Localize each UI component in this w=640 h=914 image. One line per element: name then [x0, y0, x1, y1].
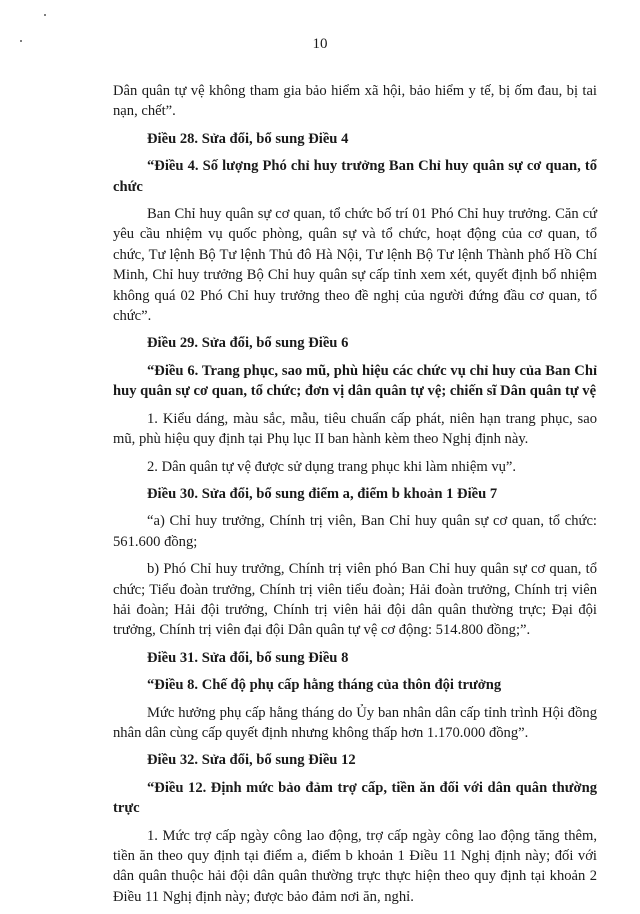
body-paragraph: b) Phó Chỉ huy trưởng, Chính trị viên phó Ban Chỉ huy quân sự cơ quan, tổ chức; Tiểu đoàn trưởng, Chính trị viên tiểu đoàn; Hải đoàn trưởng, Chính trị viên hải đoàn; Hải đội trưởng, Chính trị viên hải đội dân quân thường trực; Đại đội trưởng, Chính trị viên đại đội Dân quân tự vệ cơ động: 514.800 đồng;”.: [113, 561, 597, 639]
article-heading: Điều 31. Sửa đổi, bổ sung Điều 8: [147, 649, 349, 666]
body-paragraph: 1. Kiểu dáng, màu sắc, mẫu, tiêu chuẩn cấp phát, niên hạn trang phục, sao mũ, phù hiệu quy định tại Phụ lục II ban hành kèm theo Nghị định này.: [113, 410, 597, 448]
document-body: [113, 81, 597, 914]
article-heading: Điều 32. Sửa đổi, bổ sung Điều 12: [147, 752, 356, 769]
body-paragraph: Mức hưởng phụ cấp hằng tháng do Ủy ban nhân dân cấp tỉnh trình Hội đồng nhân dân cùng cấp quyết định nhưng không thấp hơn 1.170.000 đồng”.: [113, 704, 597, 741]
body-paragraph: “a) Chỉ huy trưởng, Chính trị viên, Ban Chỉ huy quân sự cơ quan, tổ chức: 561.600 đồng;: [113, 513, 597, 550]
article-heading: “Điều 6. Trang phục, sao mũ, phù hiệu các chức vụ chỉ huy của Ban Chỉ huy quân sự cơ quan, tổ chức; đơn vị dân quân tự vệ; chiến sĩ Dân quân tự vệ: [113, 362, 597, 400]
article-heading: “Điều 8. Chế độ phụ cấp hằng tháng của thôn đội trưởng: [147, 677, 502, 694]
article-heading: Điều 29. Sửa đổi, bổ sung Điều 6: [147, 335, 349, 352]
body-paragraph: 1. Mức trợ cấp ngày công lao động, trợ cấp ngày công lao động tăng thêm, tiền ăn theo quy định tại điểm a, điểm b khoản 1 Điều 11 Nghị định này; đối với dân quân thuộc hải đội dân quân thường trực thực hiện theo quy định tại khoản 2 Điều 11 Nghị định này; được bảo đảm nơi ăn, nghỉ.: [113, 827, 597, 905]
page-number: 10: [312, 36, 328, 52]
article-heading: Điều 30. Sửa đổi, bổ sung điểm a, điểm b khoản 1 Điều 7: [147, 485, 498, 502]
article-heading: “Điều 4. Số lượng Phó chỉ huy trưởng Ban Chỉ huy quân sự cơ quan, tổ chức: [113, 158, 597, 195]
body-paragraph: Dân quân tự vệ không tham gia bảo hiểm xã hội, bảo hiểm y tế, bị ốm đau, bị tai nạn, chết”.: [113, 83, 597, 120]
scan-speck: [44, 14, 46, 16]
body-paragraph: 2. Dân quân tự vệ được sử dụng trang phục khi làm nhiệm vụ”.: [147, 458, 517, 475]
article-heading: “Điều 12. Định mức bảo đảm trợ cấp, tiền ăn đối với dân quân thường trực: [113, 779, 597, 817]
article-heading: Điều 28. Sửa đổi, bổ sung Điều 4: [147, 130, 349, 147]
body-paragraph: Ban Chỉ huy quân sự cơ quan, tổ chức bố trí 01 Phó Chỉ huy trưởng. Căn cứ yêu cầu nhiệm vụ quốc phòng, quân sự và tổ chức, hoạt động của cơ quan, tổ chức, Tư lệnh Bộ Tư lệnh Thủ đô Hà Nội, Tư lệnh Bộ Tư lệnh Thành phố Hồ Chí Minh, Chỉ huy trưởng Bộ Chỉ huy quân sự cấp tỉnh xem xét, quyết định bổ nhiệm không quá 02 Phó Chỉ huy trưởng theo đề nghị của người đứng đầu cơ quan, tổ chức”.: [113, 206, 597, 325]
